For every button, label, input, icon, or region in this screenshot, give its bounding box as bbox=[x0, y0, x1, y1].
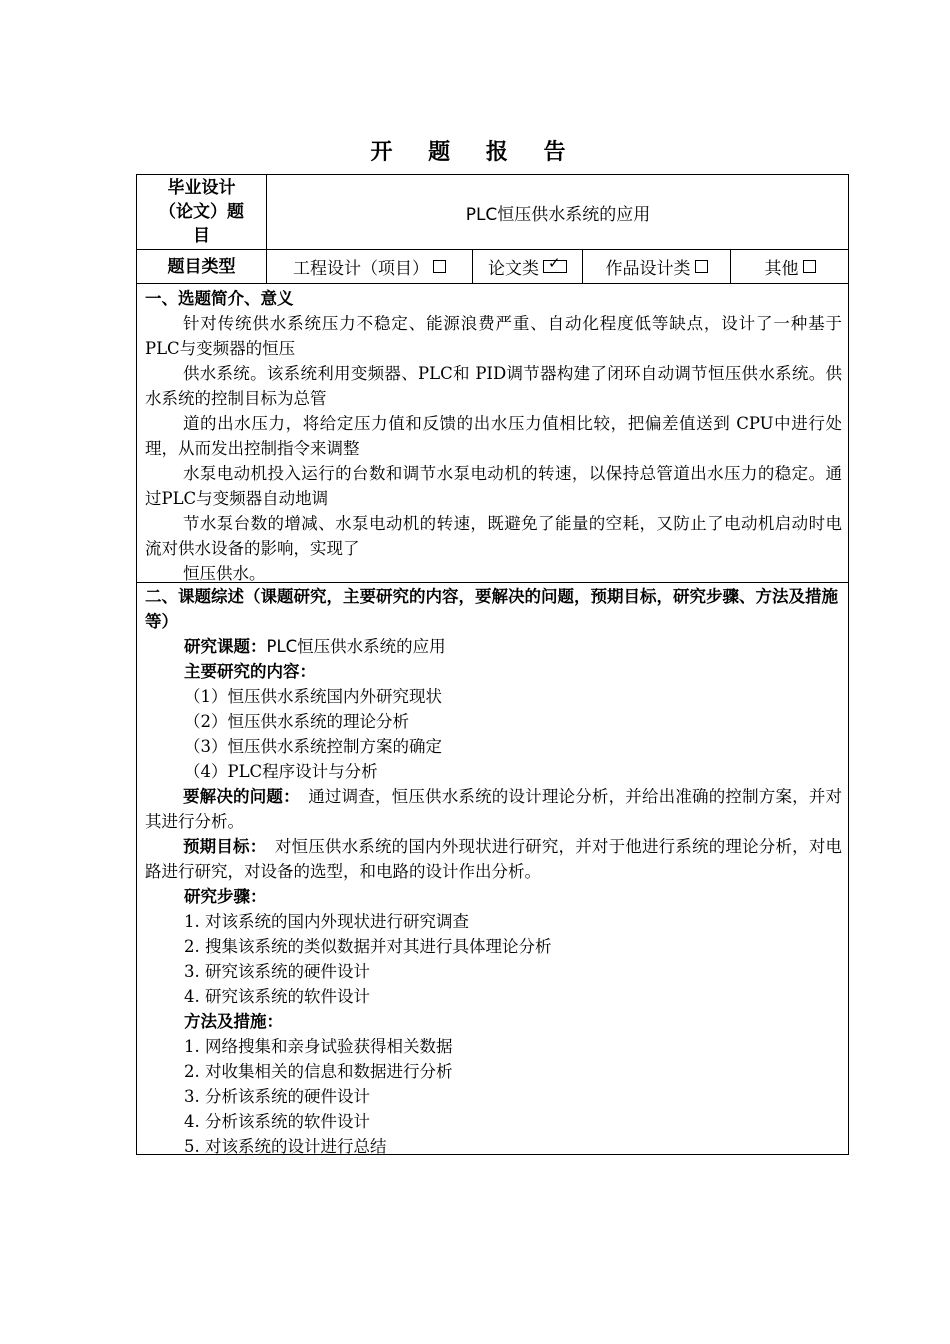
research-topic-label: 研究课题： bbox=[184, 637, 267, 656]
step-item: 2. 搜集该系统的类似数据并对其进行具体理论分析 bbox=[184, 937, 552, 956]
section-heading: 一、选题简介、意义 bbox=[145, 289, 294, 308]
type-option-label: 工程设计（项目） bbox=[293, 259, 429, 279]
topic-label: 毕业设计（论文）题目 bbox=[159, 178, 244, 246]
step-item: 4. 研究该系统的软件设计 bbox=[184, 987, 370, 1006]
goal-label: 预期目标： bbox=[182, 837, 259, 856]
paragraph: 恒压供水。 bbox=[182, 564, 266, 583]
type-option-label: 作品设计类 bbox=[605, 259, 691, 279]
section-introduction bbox=[145, 286, 842, 586]
section-heading: 二、课题综述（课题研究，主要研究的内容，要解决的问题，预期目标，研究步骤、方法及措施等） bbox=[145, 587, 838, 631]
method-item: 1. 网络搜集和亲身试验获得相关数据 bbox=[184, 1037, 453, 1056]
problem-paragraph bbox=[145, 784, 842, 834]
type-option-engineering[interactable] bbox=[267, 250, 472, 283]
method-item: 5. 对该系统的设计进行总结 bbox=[184, 1137, 387, 1156]
method-item: 4. 分析该系统的软件设计 bbox=[184, 1112, 370, 1131]
content-item: （3）恒压供水系统控制方案的确定 bbox=[184, 737, 442, 756]
steps-label: 研究步骤： bbox=[184, 887, 267, 906]
content-label: 主要研究的内容： bbox=[184, 662, 316, 681]
content-item: （4）PLC程序设计与分析 bbox=[184, 762, 378, 781]
type-option-work-design[interactable] bbox=[583, 250, 730, 283]
method-item: 2. 对收集相关的信息和数据进行分析 bbox=[184, 1062, 453, 1081]
step-item: 1. 对该系统的国内外现状进行研究调查 bbox=[184, 912, 469, 931]
paragraph: 水泵电动机投入运行的台数和调节水泵电动机的转速，以保持总管道出水压力的稳定。通过PLC与变频器自动地调 bbox=[145, 464, 842, 508]
paragraph: 针对传统供水系统压力不稳定、能源浪费严重、自动化程度低等缺点，设计了一种基于 PLC与变频器的恒压 bbox=[145, 314, 842, 358]
paragraph: 节水泵台数的增减、水泵电动机的转速，既避免了能量的空耗，又防止了电动机启动时电流对供水设备的影响，实现了 bbox=[145, 514, 842, 558]
topic-value: PLC恒压供水系统的应用 bbox=[465, 204, 651, 225]
checkbox-icon[interactable] bbox=[433, 260, 446, 273]
row-divider bbox=[137, 283, 848, 284]
type-option-label: 其他 bbox=[764, 259, 799, 279]
step-item: 3. 研究该系统的硬件设计 bbox=[184, 962, 370, 981]
checkbox-icon[interactable] bbox=[695, 260, 708, 273]
checked-checkbox-icon[interactable] bbox=[543, 260, 567, 273]
paragraph: 道的出水压力，将给定压力值和反馈的出水压力值相比较，把偏差值送到 CPU中进行处理，从而发出控制指令来调整 bbox=[145, 414, 842, 458]
goal-paragraph bbox=[145, 834, 842, 884]
methods-label: 方法及措施： bbox=[184, 1012, 283, 1031]
problem-text: 通过调查，恒压供水系统的设计理论分析，并给出准确的控制方案，并对其进行分析。 bbox=[145, 787, 842, 831]
document-title: 开 题 报 告 bbox=[370, 140, 580, 165]
type-label: 题目类型 bbox=[167, 256, 236, 277]
problem-label: 要解决的问题： bbox=[182, 787, 292, 806]
content-item: （2）恒压供水系统的理论分析 bbox=[184, 712, 409, 731]
section-overview bbox=[145, 584, 842, 1159]
type-option-label: 论文类 bbox=[488, 259, 539, 279]
research-topic bbox=[145, 634, 842, 659]
checkbox-icon[interactable] bbox=[803, 260, 816, 273]
research-topic-value: PLC恒压供水系统的应用 bbox=[266, 637, 446, 656]
proposal-form bbox=[136, 174, 849, 1155]
goal-text: 对恒压供水系统的国内外现状进行研究，并对于他进行系统的理论分析，对电路进行研究，对设备的选型，和电路的设计作出分析。 bbox=[145, 837, 842, 881]
paragraph: 供水系统。该系统利用变频器、PLC和 PID调节器构建了闭环自动调节恒压供水系统。供水系统的控制目标为总管 bbox=[145, 364, 842, 408]
content-item: （1）恒压供水系统国内外研究现状 bbox=[184, 687, 442, 706]
type-option-other[interactable] bbox=[731, 250, 849, 283]
method-item: 3. 分析该系统的硬件设计 bbox=[184, 1087, 370, 1106]
type-option-thesis[interactable] bbox=[473, 250, 582, 283]
